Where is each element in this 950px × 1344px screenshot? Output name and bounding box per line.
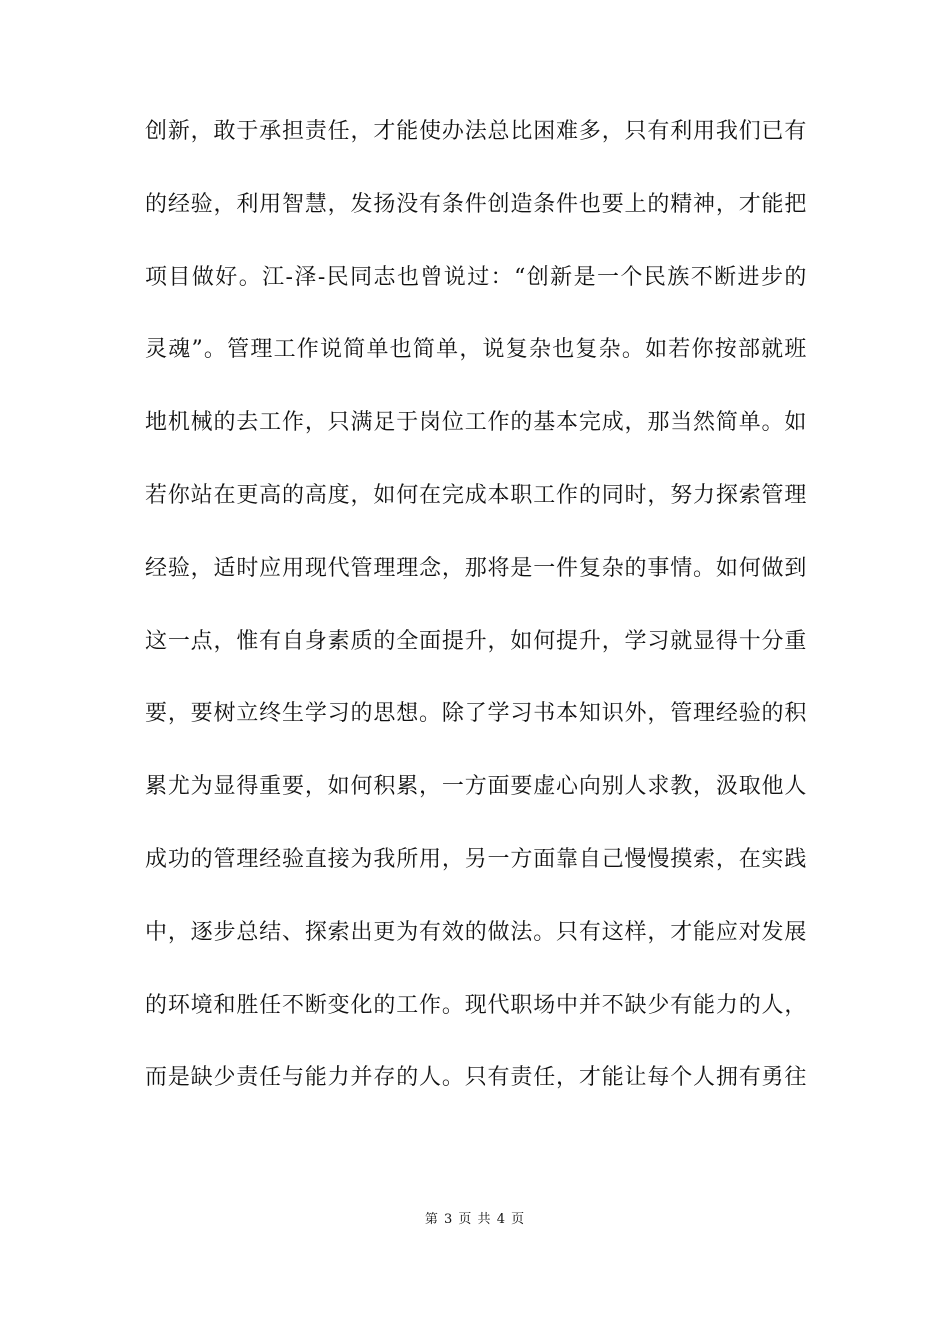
text-line: 累尤为显得重要，如何积累，一方面要虚心向别人求教，汲取他人 [145, 774, 807, 800]
text-line: 成功的管理经验直接为我所用，另一方面靠自己慢慢摸索，在实践 [145, 846, 807, 872]
text-line: 创新，敢于承担责任，才能使办法总比困难多，只有利用我们已有 [145, 119, 807, 144]
text-line: 地机械的去工作，只满足于岗位工作的基本完成，那当然简单。如 [145, 410, 807, 436]
body-text [145, 108, 807, 1127]
page-number-footer: 第 3 页 共 4 页 [424, 1212, 526, 1227]
text-line: 项目做好。江-泽-民同志也曾说过：“创新是一个民族不断进步的 [145, 264, 807, 290]
text-line: 的环境和胜任不断变化的工作。现代职场中并不缺少有能力的人， [145, 992, 807, 1018]
text-line: 若你站在更高的高度，如何在完成本职工作的同时，努力探索管理 [145, 482, 807, 508]
text-line: 经验，适时应用现代管理理念，那将是一件复杂的事情。如何做到 [145, 555, 807, 581]
text-line: 中，逐步总结、探索出更为有效的做法。只有这样，才能应对发展 [145, 919, 807, 945]
text-line: 而是缺少责任与能力并存的人。只有责任，才能让每个人拥有勇往 [145, 1065, 807, 1091]
text-line: 要，要树立终生学习的思想。除了学习书本知识外，管理经验的积 [145, 701, 807, 727]
text-line: 灵魂”。管理工作说简单也简单，说复杂也复杂。如若你按部就班 [145, 337, 807, 363]
text-line: 的经验，利用智慧，发扬没有条件创造条件也要上的精神，才能把 [145, 191, 807, 217]
text-line: 这一点，惟有自身素质的全面提升，如何提升，学习就显得十分重 [145, 628, 807, 654]
